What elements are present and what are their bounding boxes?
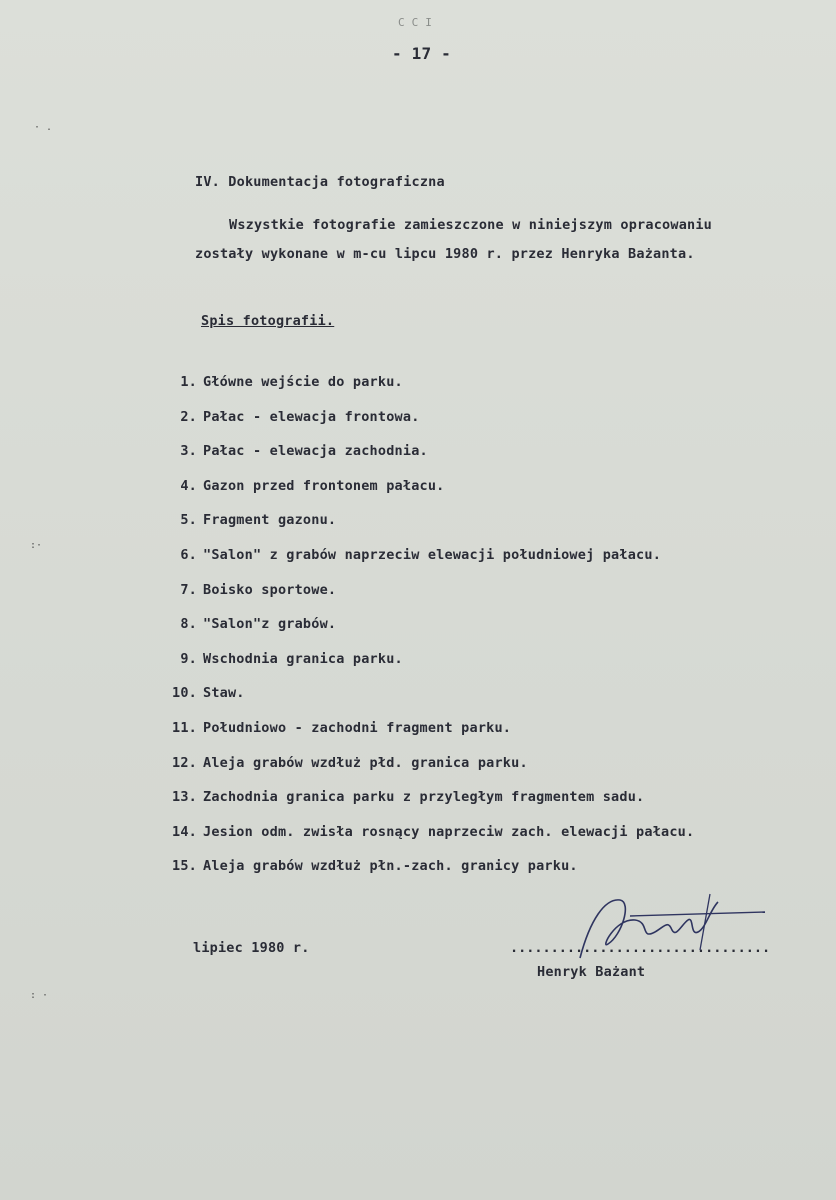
list-item bbox=[163, 720, 511, 736]
list-item-number: 11. bbox=[172, 720, 197, 736]
document-date: lipiec 1980 r. bbox=[193, 940, 310, 956]
list-item-text: Główne wejście do parku. bbox=[203, 374, 403, 390]
list-item-text: Jesion odm. zwisła rosnący naprzeciw zach. elewacji pałacu. bbox=[203, 823, 695, 840]
list-title: Spis fotografii. bbox=[201, 313, 335, 329]
list-item-number: 13. bbox=[172, 789, 197, 806]
list-item-number: 4. bbox=[180, 477, 197, 494]
list-item-text: "Salon" z grabów naprzeciw elewacji południowej pałacu. bbox=[203, 547, 662, 563]
list-item bbox=[163, 478, 445, 494]
list-item-text: Fragment gazonu. bbox=[203, 512, 337, 529]
list-item bbox=[163, 651, 403, 667]
list-item bbox=[163, 547, 661, 563]
list-item bbox=[163, 443, 428, 459]
margin-speck: : · bbox=[30, 990, 49, 1001]
list-item-text: Pałac - elewacja frontowa. bbox=[203, 408, 420, 425]
list-item bbox=[163, 824, 694, 840]
list-item-text: "Salon"z grabów. bbox=[203, 616, 337, 633]
list-item bbox=[163, 374, 403, 390]
signature-line: ................................ bbox=[510, 940, 771, 956]
section-heading: IV. Dokumentacja fotograficzna bbox=[195, 174, 445, 190]
list-item-number: 14. bbox=[172, 823, 197, 840]
list-item-number: 3. bbox=[180, 443, 197, 460]
list-item-number: 5. bbox=[180, 512, 197, 529]
list-item-number: 9. bbox=[180, 650, 197, 667]
list-item-text: Boisko sportowe. bbox=[203, 581, 337, 598]
list-item bbox=[163, 512, 336, 528]
top-mark: C C I bbox=[398, 16, 433, 29]
list-item-number: 1. bbox=[180, 374, 197, 390]
list-item-text: Pałac - elewacja zachodnia. bbox=[203, 443, 428, 460]
margin-speck: :· bbox=[30, 540, 43, 551]
list-item-number: 6. bbox=[180, 547, 197, 563]
list-item bbox=[163, 582, 336, 598]
list-item-text: Staw. bbox=[203, 685, 245, 702]
list-item-text: Południowo - zachodni fragment parku. bbox=[203, 720, 512, 736]
intro-line-1: Wszystkie fotografie zamieszczone w niniejszym opracowaniu bbox=[229, 217, 713, 233]
signer-name: Henryk Bażant bbox=[537, 964, 646, 980]
intro-line-2: zostały wykonane w m-cu lipcu 1980 r. przez Henryka Bażanta. bbox=[195, 246, 695, 262]
handwritten-signature bbox=[560, 880, 770, 970]
list-item-text: Zachodnia granica parku z przyległym fragmentem sadu. bbox=[203, 789, 645, 806]
list-item-number: 7. bbox=[180, 581, 197, 598]
list-item-text: Gazon przed frontonem pałacu. bbox=[203, 477, 445, 494]
list-item-text: Wschodnia granica parku. bbox=[203, 650, 403, 667]
list-item bbox=[163, 858, 578, 874]
list-item-number: 8. bbox=[180, 616, 197, 633]
page-number: - 17 - bbox=[392, 44, 451, 63]
list-item-text: Aleja grabów wzdłuż płd. granica parku. bbox=[203, 754, 528, 771]
list-item bbox=[163, 409, 420, 425]
list-item bbox=[163, 685, 245, 701]
list-item-number: 10. bbox=[172, 685, 197, 702]
list-item bbox=[163, 789, 644, 805]
list-item bbox=[163, 755, 528, 771]
list-item-text: Aleja grabów wzdłuż płn.-zach. granicy parku. bbox=[203, 858, 578, 875]
list-item bbox=[163, 616, 336, 632]
list-item-number: 15. bbox=[172, 858, 197, 875]
list-item-number: 12. bbox=[172, 754, 197, 771]
list-item-number: 2. bbox=[180, 408, 197, 425]
margin-speck: · . bbox=[34, 122, 53, 133]
